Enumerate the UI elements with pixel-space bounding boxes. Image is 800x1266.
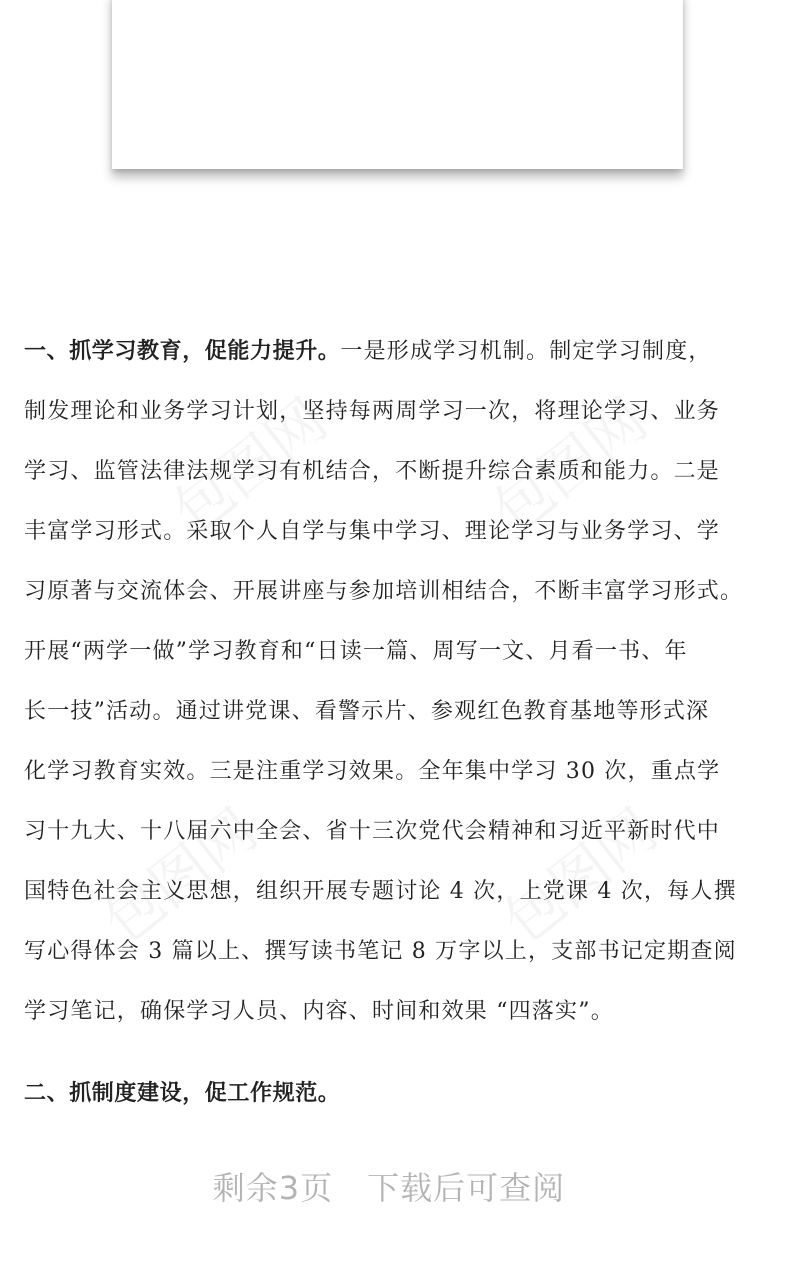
paragraph-line: 化学习教育实效。三是注重学习效果。全年集中学习 30 次，重点学: [24, 759, 721, 784]
paragraph-line: 制发理论和业务学习计划，坚持每两周学习一次，将理论学习、业务: [24, 399, 721, 424]
paragraph-line: 习原著与交流体会、开展讲座与参加培训相结合，不断丰富学习形式。: [24, 579, 744, 604]
remaining-pages-label: 剩余3页: [212, 1169, 334, 1207]
paragraph-line: [24, 322, 800, 382]
section-one-paragraph: [24, 322, 800, 1042]
download-notice[interactable]: [0, 1162, 778, 1214]
paragraph-line: 开展“两学一做”学习教育和“日读一篇、周写一文、月看一书、年: [24, 639, 688, 664]
document-preview-card: [112, 0, 683, 169]
paragraph-line: 写心得体会 3 篇以上、撰写读书笔记 8 万字以上，支部书记定期查阅: [24, 939, 737, 964]
document-body: [24, 322, 800, 1042]
section-two-heading: 二、抓制度建设，促工作规范。: [24, 1081, 341, 1106]
paragraph-line: 长一技”活动。通过讲党课、看警示片、参观红色教育基地等形式深: [24, 699, 710, 724]
section-one-heading: 一、抓学习教育，促能力提升。: [24, 339, 341, 364]
paragraph-line: 国特色社会主义思想，组织开展专题讨论 4 次，上党课 4 次，每人撰: [24, 879, 737, 904]
download-hint-label: 下载后可查阅: [367, 1169, 566, 1207]
paragraph-line: 丰富学习形式。采取个人自学与集中学习、理论学习与业务学习、学: [24, 519, 721, 544]
paragraph-line: 学习笔记，确保学习人员、内容、时间和效果 “四落实”。: [24, 999, 614, 1024]
paragraph-line: 学习、监管法律法规学习有机结合，不断提升综合素质和能力。二是: [24, 459, 721, 484]
paragraph-text: 一是形成学习机制。制定学习制度，: [340, 339, 712, 364]
paragraph-line: 习十九大、十八届六中全会、省十三次党代会精神和习近平新时代中: [24, 819, 721, 844]
